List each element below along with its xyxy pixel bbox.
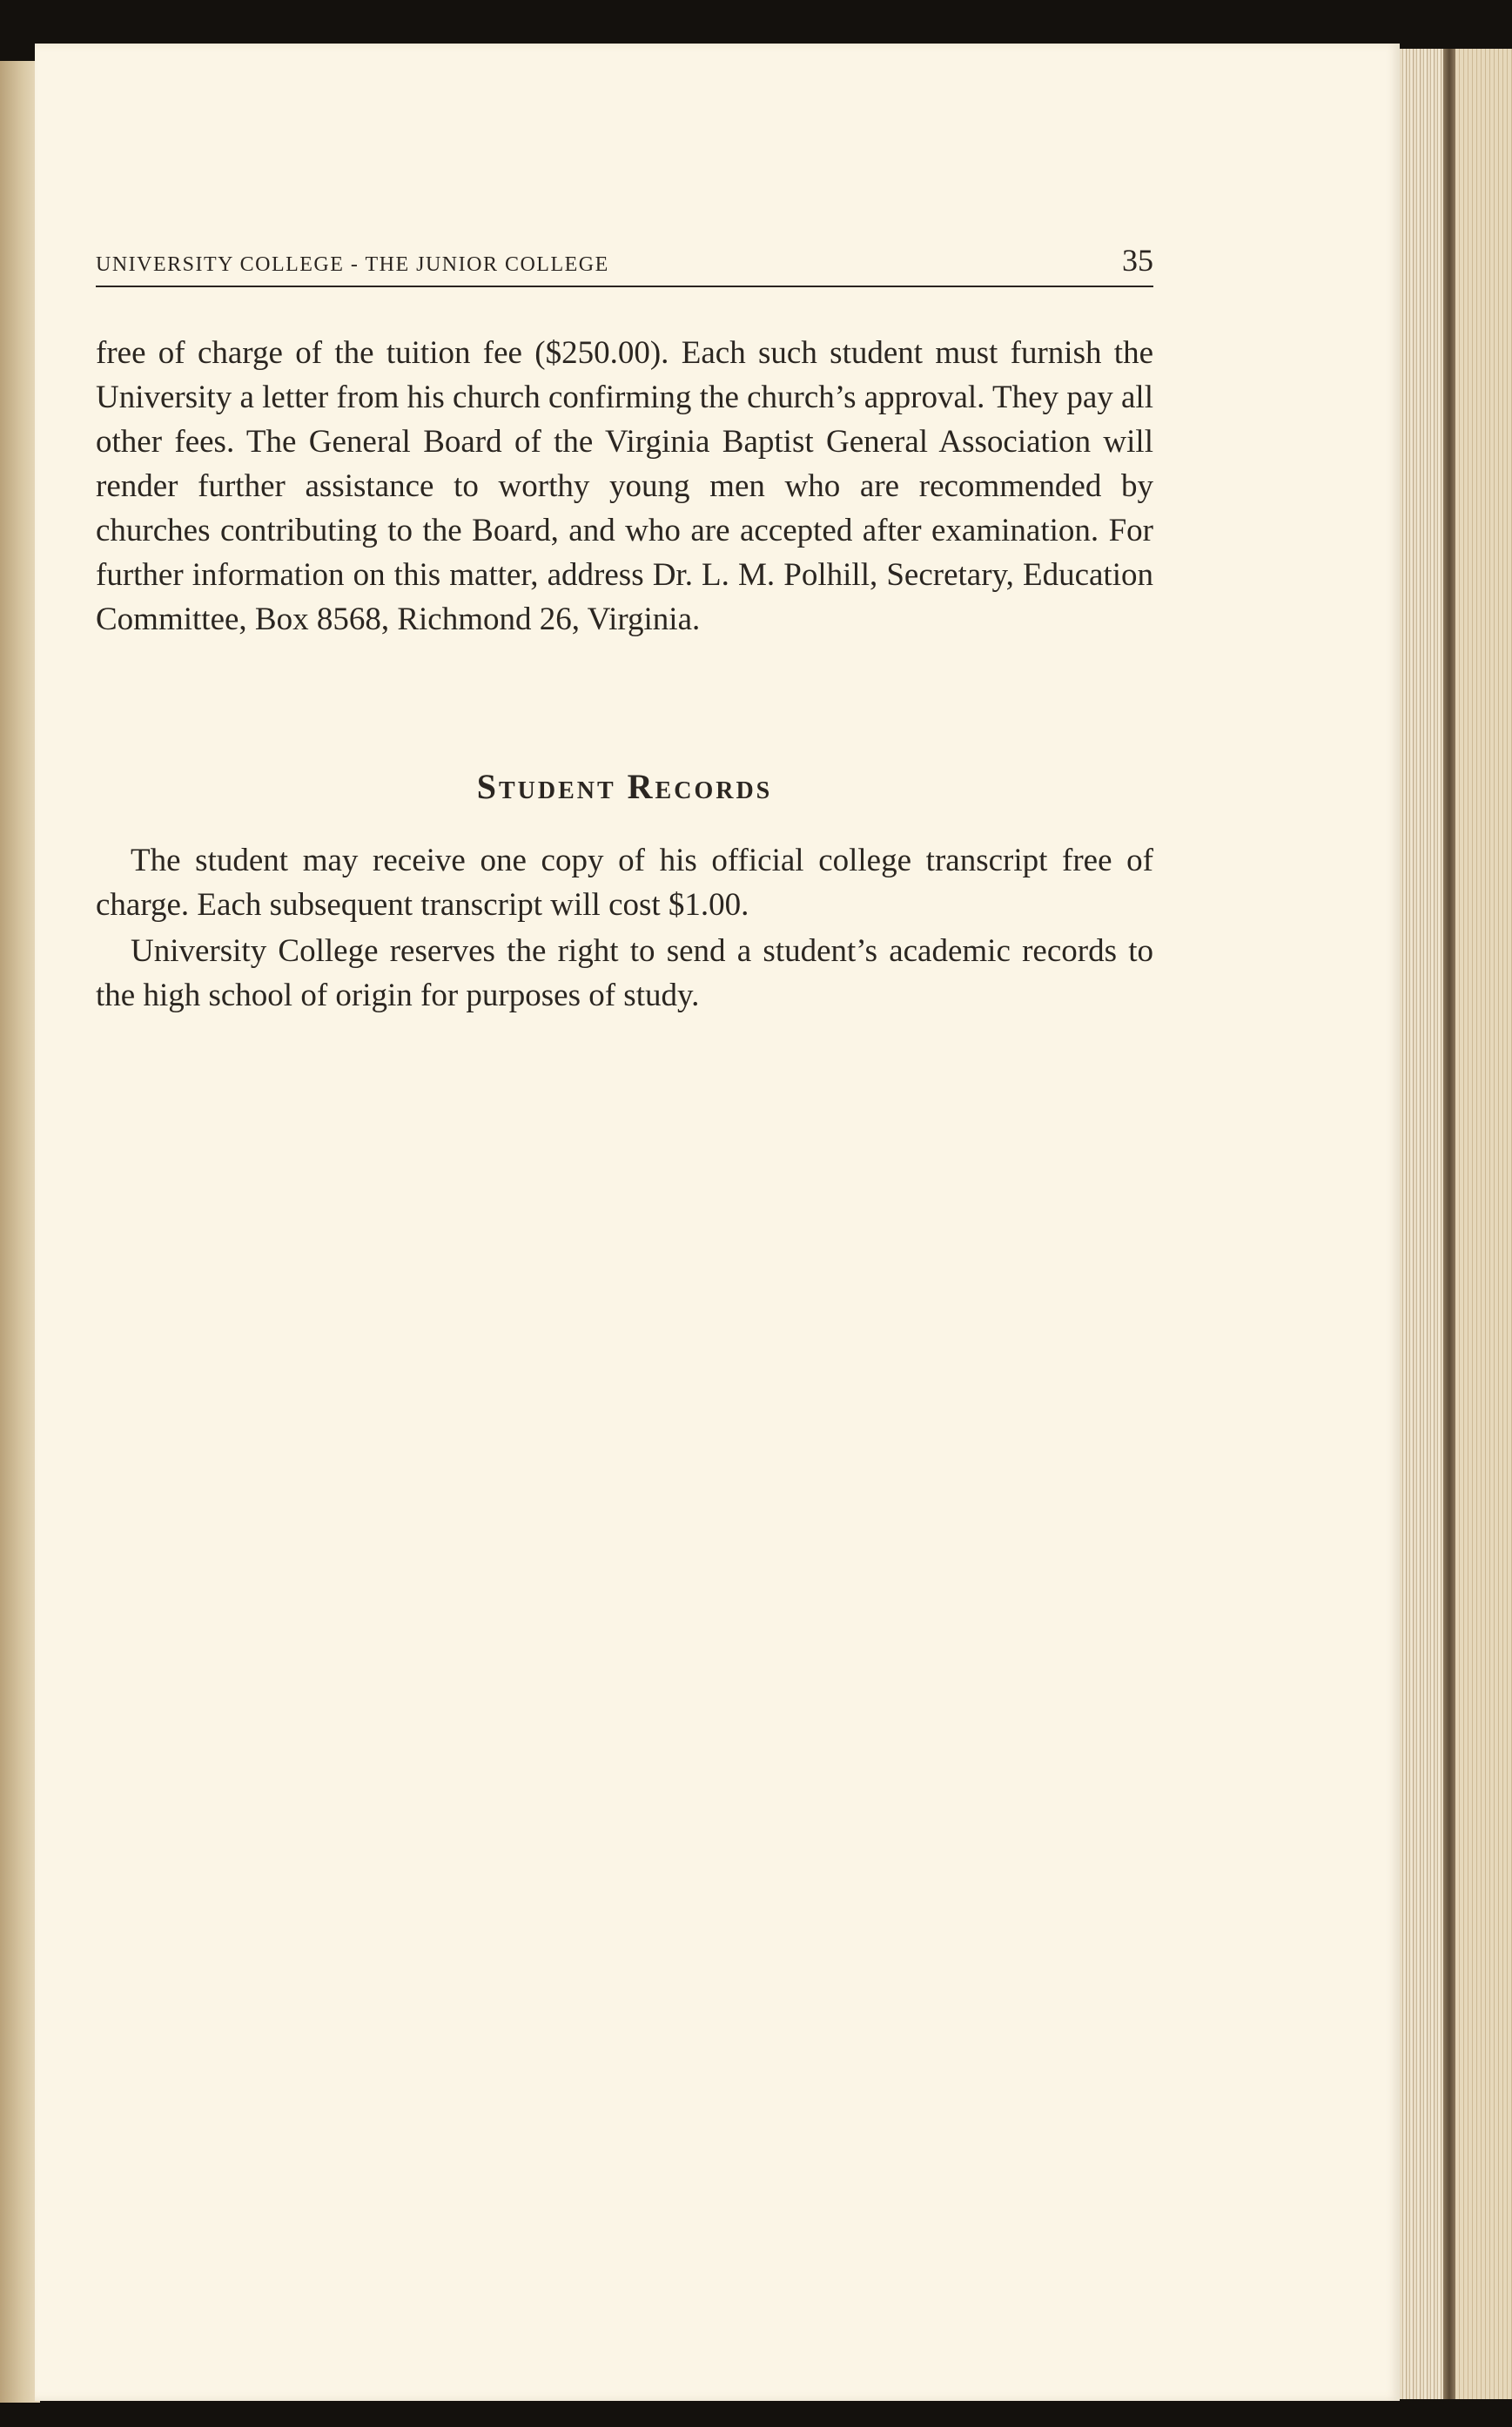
section-paragraph: The student may receive one copy of his official college transcript free of charge. Each subsequent transcript will cost $1.00. bbox=[96, 843, 1153, 923]
section-heading: Student Records bbox=[476, 767, 773, 806]
outer-page-edges bbox=[1455, 49, 1512, 2399]
page-edge-shadow bbox=[1443, 49, 1455, 2399]
section-paragraph: University College reserves the right to send a student’s academic records to the high school of origin for purposes of study. bbox=[96, 933, 1153, 1013]
book-page-edges bbox=[1393, 49, 1512, 2399]
page-number: 35 bbox=[1122, 243, 1153, 278]
running-title: UNIVERSITY COLLEGE - THE JUNIOR COLLEGE bbox=[96, 253, 609, 276]
body-paragraph: free of charge of the tuition fee ($250.00). Each such student must furnish the University a letter from his church confirming the church’s approval. They pay all other fees. The General Board of the Virginia Baptist General Association will render further assistance to worthy young men who are recommended by churches contributing to the Board, and who are accepted after examination. For further information on this matter, address Dr. L. M. Polhill, Secretary, Education Committee, Box 8568, Richmond 26, Virginia. bbox=[96, 335, 1153, 637]
running-header bbox=[96, 243, 1153, 287]
